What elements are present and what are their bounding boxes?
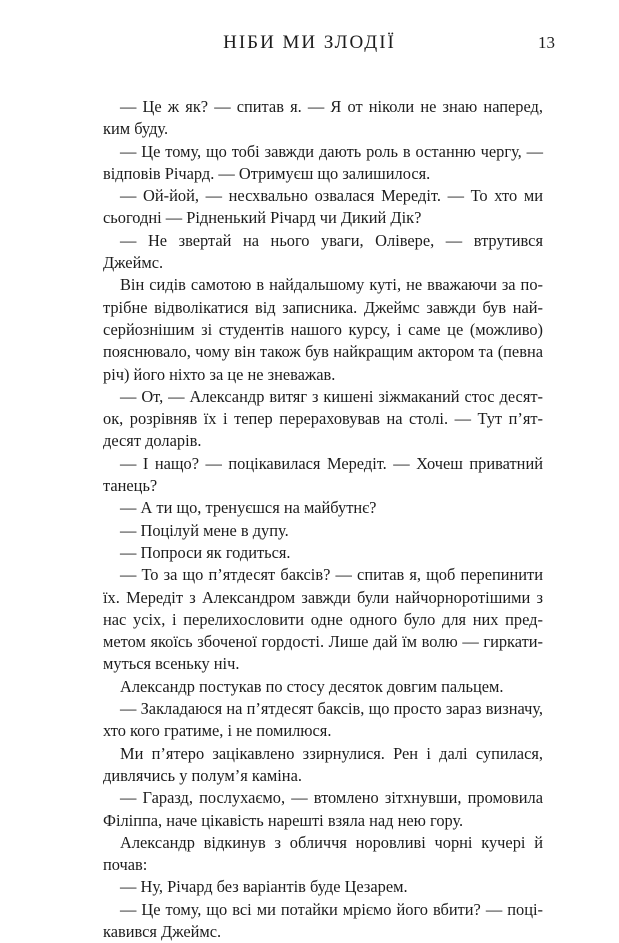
paragraph: — Це тому, що всі ми потайки мріємо його вбити? — поцікавився Джеймс. (103, 899, 543, 941)
paragraph: — Попроси як годиться. (120, 542, 291, 562)
paragraph: Александр відкинув з обличчя норовливі чорні кучері й почав: (103, 832, 543, 875)
paragraph: — Це ж як? — спитав я. — Я от ніколи не знаю наперед, ким буду. (103, 97, 543, 139)
running-head (0, 28, 619, 58)
paragraph: — Ой-йой, — несхвально озвалася Мередіт. — То хто ми сьогодні — Рідненький Річард чи Дикий Дік? (103, 186, 543, 228)
paragraph: — Це тому, що тобі завжди дають роль в останню чергу, — відповів Річард. — Отримуєш що залишилося. (103, 141, 543, 183)
paragraph: — Закладаюся на п’ятдесят баксів, що просто зараз визначу, хто кого гратиме, і не помилюся. (103, 699, 543, 741)
paragraph: — Не звертай на нього уваги, Олівере, — втрутився Джеймс. (103, 230, 543, 273)
paragraph: — От, — Александр витяг з кишені зіжмаканий стос десяток, розрівняв їх і тепер перераховував на столі. — Тут п’ятдесят доларів. (103, 386, 543, 451)
body-text (103, 96, 543, 943)
paragraph: — Поцілуй мене в дупу. (120, 520, 289, 540)
page-number: 13 (538, 33, 555, 52)
paragraph: Александр постукав по стосу десяток довгим пальцем. (120, 676, 504, 696)
paragraph: — Ну, Річард без варіантів буде Цезарем. (120, 877, 408, 897)
paragraph: — Гаразд, послухаємо, — втомлено зітхнувши, промовила Філіппа, наче цікавість нарешті взяла над нею гору. (103, 788, 543, 830)
paragraph: Ми п’ятеро зацікавлено ззирнулися. Рен і далі супилася, дивлячись у полум’я каміна. (103, 743, 543, 785)
paragraph: — А ти що, тренуєшся на майбутнє? (120, 498, 377, 518)
paragraph: Він сидів самотою в найдальшому куті, не вважаючи за потрібне відволікатися від записника. Джеймс завжди був найсерйознішим зі студентів нашого курсу, і саме це (можливо) пояснювало, чому він також був найкращим актором та (певна річ) його ніхто за це не зневажав. (103, 275, 543, 384)
paragraph: — То за що п’ятдесят баксів? — спитав я, щоб перепинити їх. Мередіт з Александром завжди були найчорноротішими з нас усіх, і перелихословити одне одного було для них предметом якоїсь збоченої гордості. Лише дай їм волю — гиркатимуться всеньку ніч. (103, 565, 543, 674)
running-title: НІБИ МИ ЗЛОДІЇ (223, 32, 396, 53)
paragraph: — І нащо? — поцікавилася Мередіт. — Хочеш приватний танець? (103, 453, 543, 496)
